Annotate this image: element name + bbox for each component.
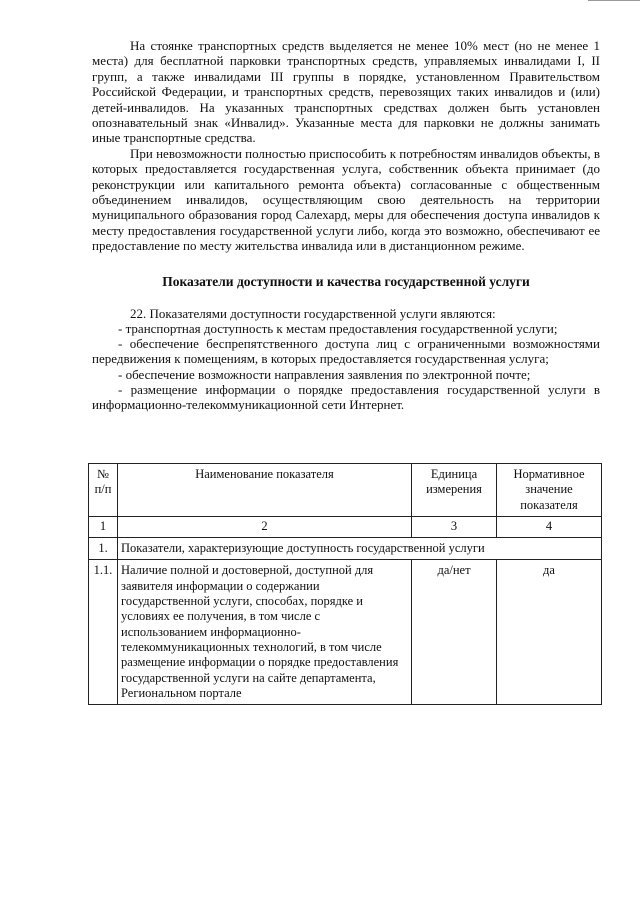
table-section-row	[89, 538, 602, 560]
row-unit: да/нет	[412, 560, 497, 705]
indicator-item-internet: - размещение информации о порядке предоставления государственной услуги в информационно-телекоммуникационной сети Интернет.	[92, 381, 600, 412]
section-num: 1.	[89, 538, 118, 560]
indicator-item-transport: - транспортная доступность к местам предоставления государственной услуги;	[118, 320, 558, 336]
header-norm: Нормативное значение показателя	[497, 464, 602, 517]
row-norm: да	[497, 560, 602, 705]
index-cell: 3	[412, 516, 497, 537]
indicators-table	[88, 463, 602, 705]
paragraph-accessibility-measures: При невозможности полностью приспособить к потребностям инвалидов объекты, в которых предоставляется государственная услуга, собственник объекта принимает (до реконструкции или капитального ремонта объекта) согласованные с общественным объединением инвалидов, осуществляющим свою деятельность на территории муниципального образования город Салехард, меры для обеспечения доступа инвалидов к месту предоставления государственной услуги либо, когда это возможно, обеспечивают ее предоставление по месту жительства инвалида или в дистанционном режиме.	[92, 145, 600, 254]
table-row	[89, 560, 602, 705]
header-name: Наименование показателя	[118, 464, 412, 517]
header-num: № п/п	[89, 464, 118, 517]
index-cell: 1	[89, 516, 118, 537]
indicator-item-email: - обеспечение возможности направления заявления по электронной почте;	[118, 366, 531, 382]
corner-mark	[588, 0, 640, 1]
index-cell: 4	[497, 516, 602, 537]
indicators-intro: 22. Показателями доступности государственной услуги являются:	[130, 305, 496, 321]
indicator-item-barrier-free: - обеспечение беспрепятственного доступа лиц с ограниченными возможностями передвижения к помещениям, в которых предоставляется государственная услуга;	[92, 336, 600, 367]
row-name: Наличие полной и достоверной, доступной для заявителя информации о содержании государственной услуги, способах, порядке и условиях ее получения, в том числе с использованием информационно-телекоммуникационных технологий, в том числе размещение информации о порядке предоставления государственной услуги на сайте департамента, Региональном портале	[118, 560, 412, 705]
table-header-row	[89, 464, 602, 517]
paragraph-parking: На стоянке транспортных средств выделяется не менее 10% мест (но не менее 1 места) для бесплатной парковки транспортных средств, управляемых инвалидами I, II групп, а также инвалидами III группы в порядке, установленном Правительством Российской Федерации, и транспортных средств, перевозящих таких инвалидов и (или) детей-инвалидов. На указанных транспортных средствах должен быть установлен опознавательный знак «Инвалид». Указанные места для парковки не должны занимать иные транспортные средства.	[92, 38, 600, 146]
index-cell: 2	[118, 516, 412, 537]
section-title: Показатели, характеризующие доступность государственной услуги	[118, 538, 602, 560]
table-index-row	[89, 516, 602, 537]
header-unit: Единица измерения	[412, 464, 497, 517]
section-heading: Показатели доступности и качества государственной услуги	[162, 273, 530, 289]
row-num: 1.1.	[89, 560, 118, 705]
document-page	[92, 38, 600, 412]
